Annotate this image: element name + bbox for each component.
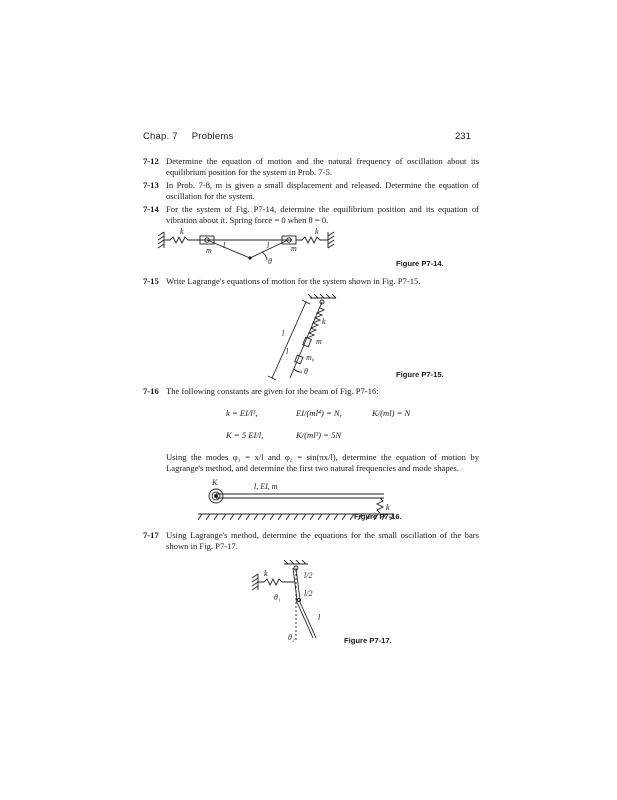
label-theta-1: θ₁ (274, 593, 281, 602)
problem-7-13 (143, 180, 479, 203)
problem-number: 7-13 (143, 180, 159, 190)
label-length: l (282, 329, 285, 338)
problem-number: 7-15 (143, 276, 159, 286)
problem-text: Using the modes φ₁ = x/l and φ₂ = sin(πx/l), determine the equation of motion by Lagrange's method, and determine the first two natural frequencies and mode shapes. (166, 452, 479, 474)
label-mass: m (206, 246, 212, 255)
label-mass: m (291, 244, 297, 253)
problem-number: 7-14 (143, 204, 159, 214)
problem-number: 7-17 (143, 530, 159, 540)
caption-p7-15: Figure P7-15. (396, 370, 444, 379)
page-number: 231 (455, 131, 471, 142)
problem-7-16-continued (143, 452, 479, 475)
problem-7-16 (143, 386, 479, 397)
label-spring-k: k (264, 569, 268, 578)
label-length: l (286, 347, 289, 356)
constant-k-ml3: K/(ml³) = 5N (296, 430, 342, 440)
constant-k: k = EI/l³, (226, 408, 258, 418)
chapter-label: Chap. 7 (143, 131, 178, 142)
running-header-left (143, 131, 233, 142)
constant-big-k: K = 5 EI/l, (226, 430, 264, 440)
problem-number: 7-16 (143, 386, 159, 396)
label-theta: θ (268, 257, 272, 266)
label-beam-props: l, EI, m (254, 482, 278, 491)
label-length: l (223, 241, 226, 250)
problem-7-12 (143, 156, 479, 179)
label-mass-m0: m₀ (306, 353, 315, 362)
label-spring-k: k (322, 317, 326, 326)
label-length: l (318, 613, 321, 622)
problem-text: Using Lagrange's method, determine the equations for the small oscillation of the bars shown in Fig. P7-17. (166, 530, 479, 552)
caption-p7-14: Figure P7-14. (396, 259, 444, 268)
label-mass: m (316, 337, 322, 346)
caption-p7-17: Figure P7-17. (344, 636, 392, 645)
figure-p7-15 (260, 294, 340, 382)
label-spring-k: k (315, 228, 319, 236)
label-theta-2: θ₂ (288, 633, 295, 642)
label-half-length: l/2 (304, 589, 313, 598)
constant-k-ml: K/(ml) = N (372, 408, 411, 418)
label-spring-k: k (386, 503, 390, 512)
problem-7-17 (143, 530, 479, 553)
constant-ei-ml4: EI/(ml⁴) = N, (296, 408, 342, 418)
label-half-length: l/2 (304, 571, 313, 580)
problem-text: Write Lagrange's equations of motion for the system shown in Fig. P7-15. (166, 276, 421, 286)
problem-7-15 (143, 276, 479, 287)
figure-p7-17 (244, 560, 340, 644)
problem-text: Determine the equation of motion and the natural frequency of oscillation about its equilibrium position for the system in Prob. 7-5. (166, 156, 479, 178)
problem-text: In Prob. 7-8, m is given a small displacement and released. Determine the equation of oscillation for the system. (166, 180, 479, 202)
problem-text: For the system of Fig. P7-14, determine the equilibrium position and its equation of vibration about it. Spring force = 0 when θ = 0. (166, 204, 479, 226)
label-theta: θ (304, 367, 308, 376)
figure-p7-14 (150, 228, 420, 268)
caption-p7-16: Figure P7-16. (354, 512, 402, 521)
label-spring-k: k (180, 228, 184, 236)
label-length: l (267, 241, 270, 250)
problem-7-14 (143, 204, 479, 227)
problem-number: 7-12 (143, 156, 159, 166)
label-torsional-k: K (212, 478, 218, 487)
problem-text: The following constants are given for the beam of Fig. P7-16: (166, 386, 379, 396)
section-label: Problems (191, 131, 234, 142)
